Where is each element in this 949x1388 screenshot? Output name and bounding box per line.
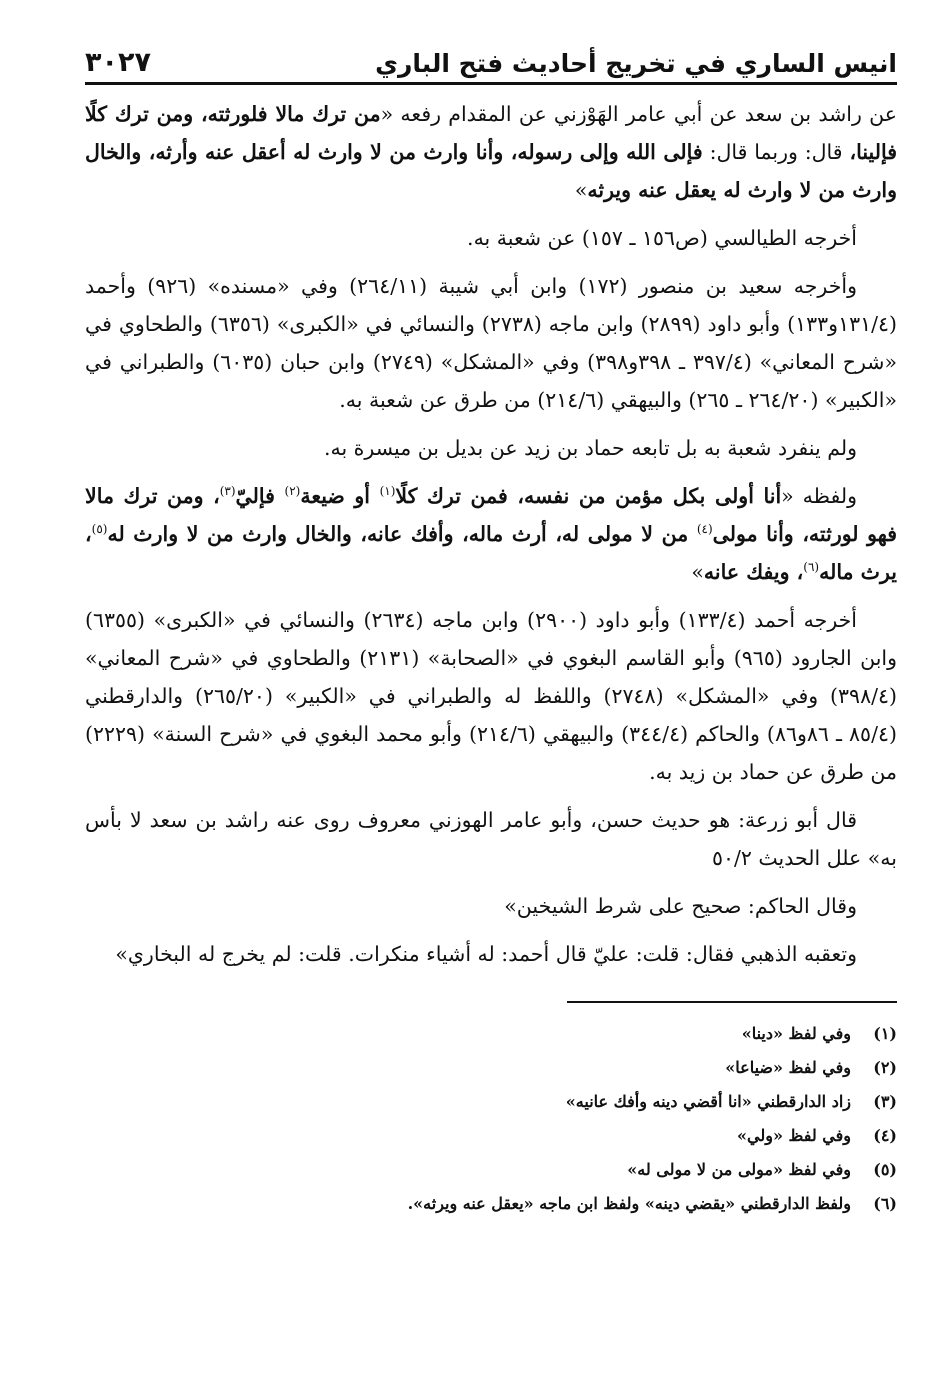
body-text: » [574,178,588,202]
body-text: ولم ينفرد شعبة به بل تابعه حماد بن زيد عن بديل بن ميسرة به. [323,436,857,460]
hadith-text: من لا مولى له، أرث ماله، وأفك عانه، والخال وارث من لا وارث له [107,522,697,546]
footnote-text: وفي لفظ «ولي» [737,1126,851,1145]
footnote-number: (٤) [873,1126,897,1145]
footnote [85,1187,897,1221]
hadith-text: من ترك مالا فلورثته، ومن ترك كلًا فإلينا، [85,102,897,164]
paragraph [85,477,897,591]
body-text: أخرجه الطيالسي (ص١٥٦ ـ ١٥٧) عن شعبة به. [467,226,857,250]
body-text: وأخرجه سعيد بن منصور (١٧٢) وابن أبي شيبة (٢٦٤/١١) وفي «مسنده» (٩٢٦) وأحمد (١٣١/٤و١٣٣) وأبو داود (٢٨٩٩) وابن ماجه (٢٧٣٨) والنسائي في «الكبرى» (٦٣٥٦) والطحاوي في «شرح المعاني» (٣٩٧/٤ ـ ٣٩٨و٣٩٨) وفي «المشكل» (٢٧٤٩) وابن حبان (٦٠٣٥) والطبراني في «الكبير» (٢٦٤/٢٠ ـ ٢٦٥) والبيهقي (٢١٤/٦) من طرق عن شعبة به. [85,274,898,412]
body-text: وقال الحاكم: صحيح على شرط الشيخين» [504,894,857,918]
paragraph [85,601,897,791]
footnote-separator [567,1001,897,1003]
page-header [85,34,897,85]
page-number: ٣٠٢٧ [85,47,151,78]
hadith-text: فإليّ [235,484,285,508]
body-text: قال أبو زرعة: هو حديث حسن، وأبو عامر الهوزني معروف روى عنه راشد بن سعد لا بأس به» علل الحديث ٥٠/٢ [85,808,897,870]
body-text: وتعقبه الذهبي فقال: قلت: عليّ قال أحمد: له أشياء منكرات. قلت: لم يخرج له البخاري» [115,942,857,966]
footnote-marker: (٤) [696,522,713,537]
paragraph [85,429,897,467]
footnote-text: زاد الدارقطني «انا أقضي دينه وأفك عانيه» [565,1092,851,1111]
footnotes [85,1017,897,1221]
footnote-marker: (٢) [284,484,301,499]
footnote-marker: (٣) [219,484,236,499]
main-text [85,95,897,973]
footnote-number: (٢) [873,1058,897,1077]
paragraph [85,219,897,257]
footnote-number: (١) [873,1024,897,1043]
paragraph [85,935,897,973]
hadith-text: ، ويفك عانه [703,560,804,584]
footnote-text: وفي لفظ «مولى من لا مولى له» [627,1160,851,1179]
footnote [85,1153,897,1187]
footnote [85,1017,897,1051]
footnote [85,1119,897,1153]
footnote [85,1085,897,1119]
footnote-marker: (٦) [803,560,820,575]
footnote-number: (٦) [873,1194,897,1213]
hadith-text: ، يرث ماله [85,522,897,584]
footnote-text: ولفظ الدارقطني «يقضي دينه» ولفظ ابن ماجه «يعقل عنه ويرثه». [407,1194,851,1213]
body-text: » [691,560,704,584]
footnote-number: (٥) [873,1160,897,1179]
hadith-text: فإلى الله وإلى رسوله، وأنا وارث من لا وارث له أعقل عنه وأرثه، والخال وارث من لا وارث له يعقل عنه ويرثه [85,140,897,202]
paragraph [85,267,897,419]
paragraph [85,801,897,877]
paragraph [85,887,897,925]
body-text: ولفظه « [781,484,857,508]
footnote-text: وفي لفظ «دينا» [741,1024,851,1043]
paragraph [85,95,897,209]
footnote [85,1051,897,1085]
hadith-text: ، ومن ترك مالا فهو لورثته، وأنا مولى [85,484,897,546]
hadith-text: أو ضيعة [300,484,380,508]
body-text: قال: وربما قال: [702,140,850,164]
footnote-marker: (٥) [91,522,108,537]
hadith-text: أنا أولى بكل مؤمن من نفسه، فمن ترك كلًا [395,484,782,508]
body-text: أخرجه أحمد (١٣٣/٤) وأبو داود (٢٩٠٠) وابن ماجه (٢٦٣٤) والنسائي في «الكبرى» (٦٣٥٥) وابن الجارود (٩٦٥) وأبو القاسم البغوي في «الصحابة» (٢١٣١) والطحاوي في «شرح المعاني» (٣٩٨/٤) وفي «المشكل» (٢٧٤٨) واللفظ له والطبراني في «الكبير» (٢٦٥/٢٠) والدارقطني (٨٥/٤ ـ ٨٦و٨٦) والحاكم (٣٤٤/٤) والبيهقي (٢١٤/٦) وأبو محمد البغوي في «شرح السنة» (٢٢٢٩) من طرق عن حماد بن زيد به. [85,608,897,784]
footnote-marker: (١) [379,484,396,499]
body-text: عن راشد بن سعد عن أبي عامر الهَوْزني عن المقدام رفعه « [380,102,897,126]
book-title: انيس الساري في تخريج أحاديث فتح الباري [375,49,897,78]
footnote-number: (٣) [873,1092,897,1111]
footnote-text: وفي لفظ «ضياعا» [725,1058,851,1077]
